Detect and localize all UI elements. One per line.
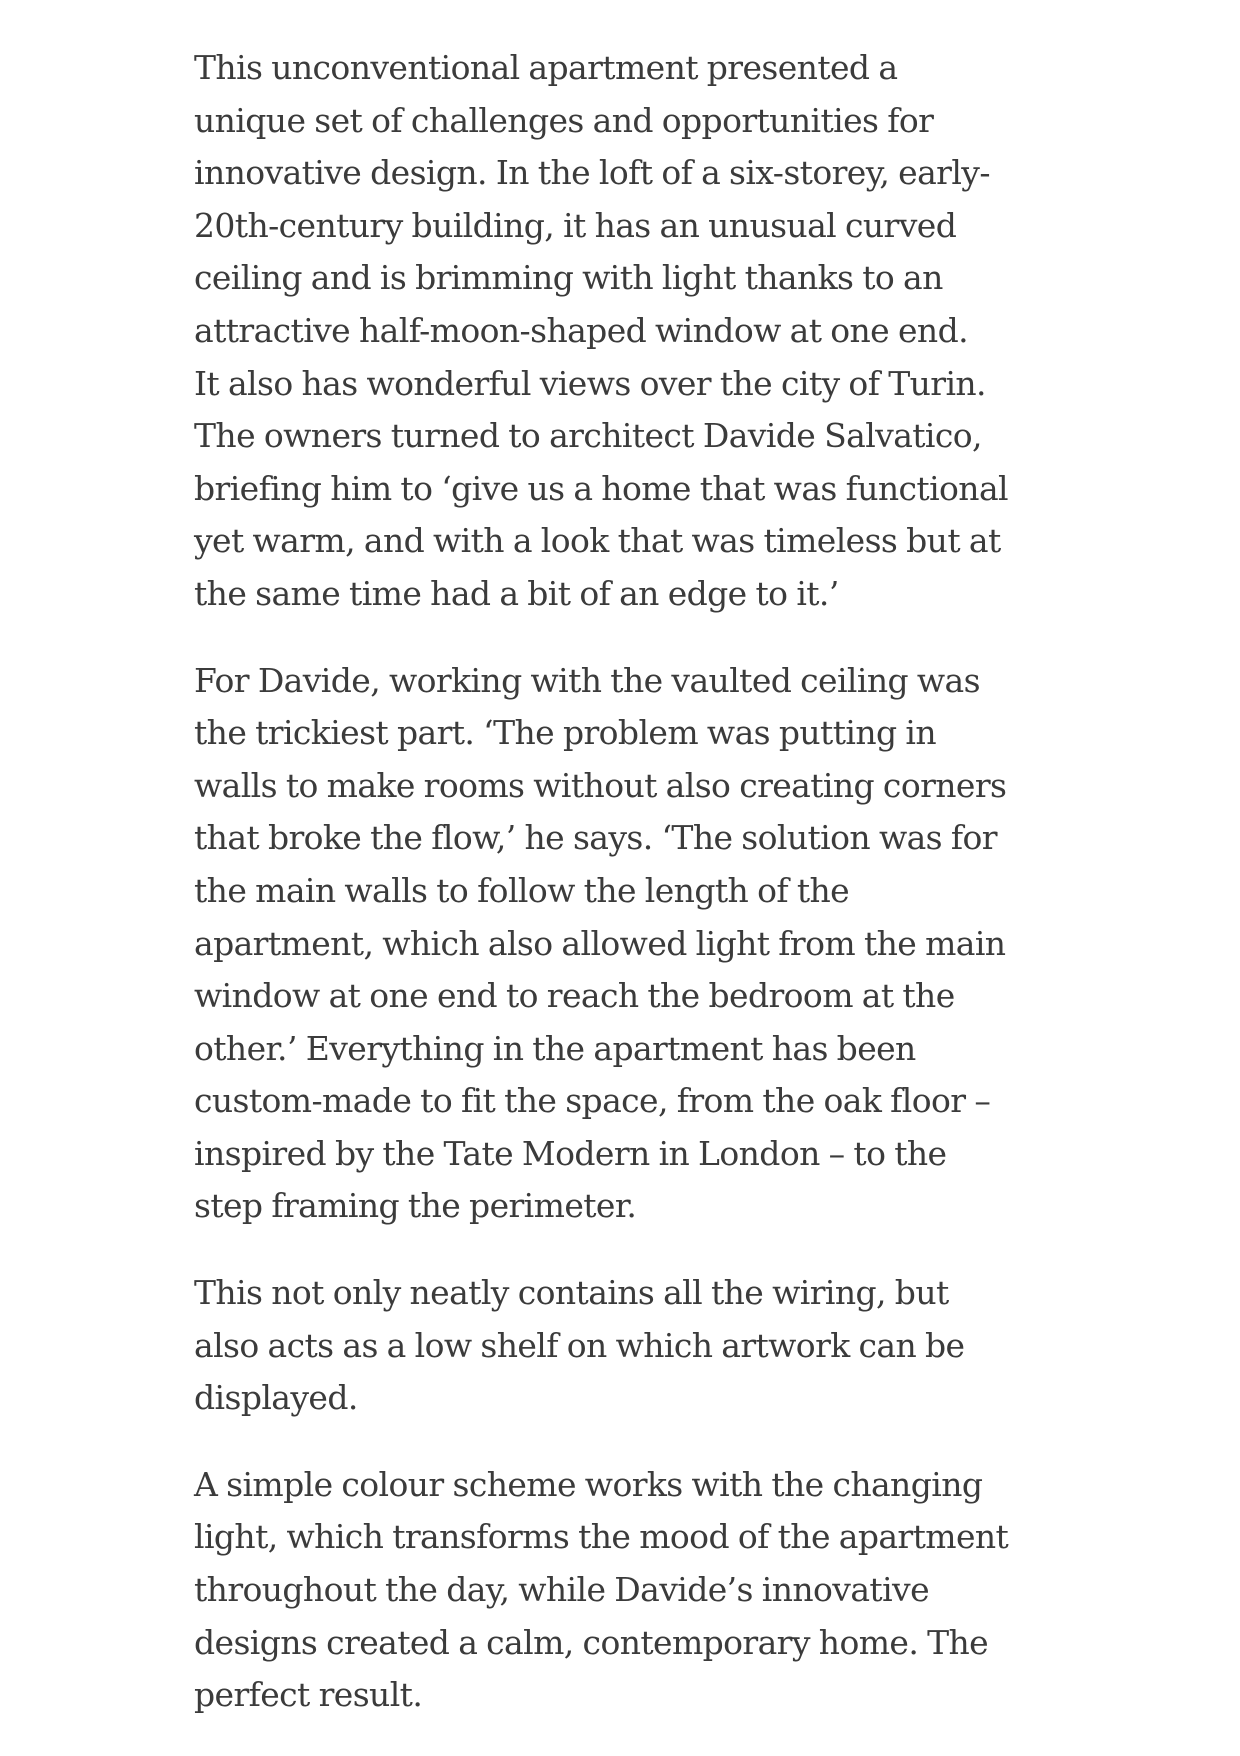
paragraph-line: yet warm, and with a look that was timeless but at bbox=[194, 521, 1001, 561]
paragraph-line: the same time had a bit of an edge to it.’ bbox=[194, 573, 839, 613]
paragraph-line: It also has wonderful views over the city of Turin. bbox=[194, 363, 986, 403]
paragraph-line: attractive half-moon-shaped window at one end. bbox=[194, 310, 968, 350]
paragraph-line: perfect result. bbox=[194, 1675, 423, 1715]
paragraph-line: A simple colour scheme works with the changing bbox=[194, 1464, 983, 1504]
article-body bbox=[194, 42, 1014, 1756]
paragraph-3 bbox=[194, 1267, 1014, 1425]
paragraph-line: throughout the day, while Davide’s innovative bbox=[194, 1570, 929, 1610]
paragraph-line: This not only neatly contains all the wiring, but bbox=[194, 1273, 949, 1313]
paragraph-line: unique set of challenges and opportunities for bbox=[194, 100, 934, 140]
paragraph-line: inspired by the Tate Modern in London – to the bbox=[194, 1133, 947, 1173]
paragraph-line: innovative design. In the loft of a six-storey, early- bbox=[194, 153, 990, 193]
paragraph-line: The owners turned to architect Davide Salvatico, bbox=[194, 416, 982, 456]
paragraph-line: briefing him to ‘give us a home that was functional bbox=[194, 468, 1008, 508]
paragraph-line: For Davide, working with the vaulted ceiling was bbox=[194, 660, 980, 700]
paragraph-line: step framing the perimeter. bbox=[194, 1186, 637, 1226]
paragraph-line: designs created a calm, contemporary home. The bbox=[194, 1622, 989, 1662]
paragraph-line: displayed. bbox=[194, 1378, 358, 1418]
paragraph-line: the main walls to follow the length of the bbox=[194, 870, 850, 910]
paragraph-line: apartment, which also allowed light from the main bbox=[194, 923, 1006, 963]
paragraph-line: custom-made to fit the space, from the oak floor – bbox=[194, 1081, 991, 1121]
paragraph-line: 20th-century building, it has an unusual curved bbox=[194, 205, 957, 245]
paragraph-line: that broke the flow,’ he says. ‘The solution was for bbox=[194, 818, 997, 858]
paragraph-line: This unconventional apartment presented a bbox=[194, 48, 898, 87]
paragraph-line: window at one end to reach the bedroom at the bbox=[194, 976, 955, 1016]
paragraph-1 bbox=[194, 42, 1014, 621]
paragraph-line: also acts as a low shelf on which artwork can be bbox=[194, 1325, 965, 1365]
paragraph-line: light, which transforms the mood of the apartment bbox=[194, 1517, 1009, 1557]
paragraph-line: walls to make rooms without also creating corners bbox=[194, 765, 1007, 805]
paragraph-line: the trickiest part. ‘The problem was putting in bbox=[194, 713, 936, 753]
paragraph-2 bbox=[194, 655, 1014, 1234]
paragraph-line: other.’ Everything in the apartment has been bbox=[194, 1028, 916, 1068]
paragraph-line: ceiling and is brimming with light thanks to an bbox=[194, 258, 943, 298]
paragraph-4 bbox=[194, 1459, 1014, 1722]
